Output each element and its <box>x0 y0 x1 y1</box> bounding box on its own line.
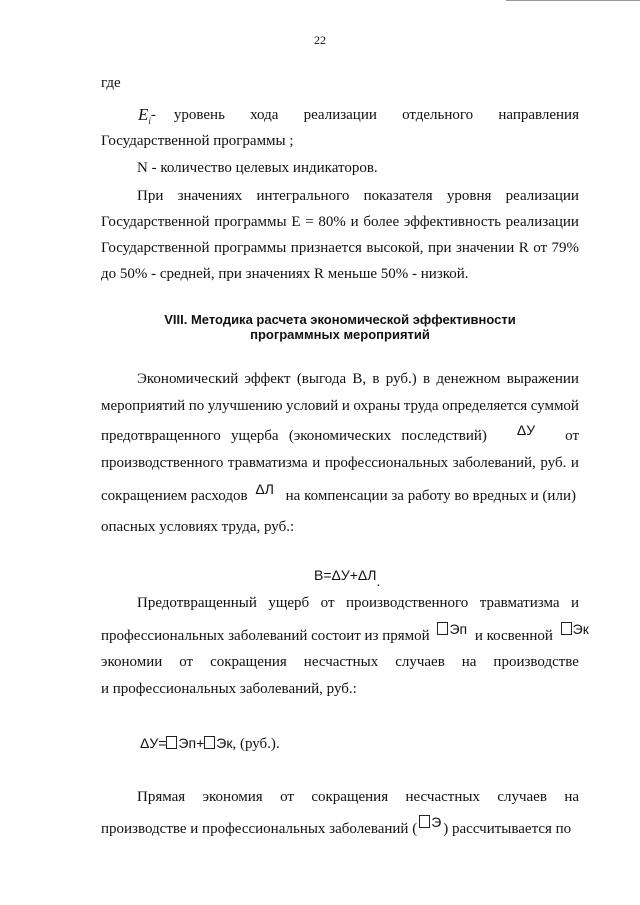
integral-line3-word: от <box>533 240 548 256</box>
integral-line2 <box>101 212 579 232</box>
direct-line1-word: случаев <box>497 789 547 805</box>
integral-line2-word: и <box>350 214 359 230</box>
prevented-line3-word: на <box>461 654 477 670</box>
integral-line4: до 50% - средней, при значениях R меньше 50% - низкой. <box>101 266 469 282</box>
effect-line2-word: и <box>341 398 350 414</box>
section-heading <box>101 312 579 342</box>
integral-line2-word: = <box>305 214 314 230</box>
formula-dy-ep: Эп <box>178 735 197 751</box>
effect-line1-word: руб.) <box>385 371 417 387</box>
effect-line1-word: B, <box>352 371 367 387</box>
effect-line1-word: в <box>423 371 431 387</box>
integral-line1-word: интегрального <box>256 188 350 204</box>
effect-line1-word: выражении <box>506 371 579 387</box>
prevented-line3-word: случаев <box>395 654 445 670</box>
ei-text-word: отдельного <box>402 107 474 123</box>
integral-line3-word: признается <box>290 240 362 256</box>
integral-line3-word: 79% <box>551 240 579 256</box>
effect-line3-word: ущерба <box>231 428 279 444</box>
integral-line3-word: программы <box>213 240 287 256</box>
delta-l-symbol: ΔЛ <box>255 481 274 497</box>
effect-line1-word: Экономический <box>137 371 239 387</box>
ep-symbol: Эп <box>437 621 467 637</box>
ei-dash: - <box>150 107 156 123</box>
effect-line4-word: и <box>312 455 321 471</box>
effect-line2-word: по <box>188 398 205 414</box>
effect-line5-start: сокращением расходов <box>101 488 248 504</box>
effect-line1-word: в <box>372 371 380 387</box>
prevented-line3 <box>101 652 579 672</box>
where-label: где <box>101 75 121 91</box>
ei-text-word: уровень <box>173 107 225 123</box>
effect-line4 <box>101 453 579 473</box>
effect-line2 <box>101 396 579 416</box>
prevented-line1-word: травматизма <box>479 595 560 611</box>
direct-line1-word: экономия <box>202 789 263 805</box>
integral-line3 <box>101 238 579 258</box>
prevented-line1 <box>137 593 579 613</box>
formula-b-dot: . <box>376 573 381 589</box>
section-heading-line2: программных мероприятий <box>250 327 430 342</box>
prevented-line3-word: от <box>179 654 194 670</box>
page-number: 22 <box>314 33 326 47</box>
integral-line1-word: уровня <box>446 188 492 204</box>
direct-line1-word: сокращения <box>311 789 389 805</box>
effect-line4-word: профессиональных <box>324 455 449 471</box>
integral-line1-word: При <box>137 188 164 204</box>
prevented-line1-word: и <box>570 595 579 611</box>
effect-line4-word: заболеваний, <box>452 455 536 471</box>
formula-dy-plus: + <box>196 735 205 751</box>
direct-line1-word: Прямая <box>137 789 186 805</box>
delta-u-symbol: ΔУ <box>516 422 536 438</box>
formula-dy-tail: , (руб.). <box>232 736 280 752</box>
integral-line3-word: Государственной <box>101 240 210 256</box>
effect-line2-word: охраны <box>353 398 401 414</box>
effect-line1-word: денежном <box>436 371 501 387</box>
integral-line1-word: реализации <box>505 188 579 204</box>
integral-line3-word: при <box>427 240 452 256</box>
effect-line2-word: мероприятий <box>101 398 186 414</box>
integral-line3-word: высокой, <box>366 240 424 256</box>
prevented-line3-word: производстве <box>493 654 579 670</box>
direct-line2 <box>101 814 579 839</box>
ei-text <box>174 105 579 131</box>
effect-line4-word: руб. <box>540 455 567 471</box>
integral-line1-word: показателя <box>363 188 433 204</box>
formula-dy <box>140 733 618 754</box>
effect-line3-word: последствий) <box>401 428 487 444</box>
effect-line2-word: условий <box>286 398 339 414</box>
integral-line1 <box>137 186 579 206</box>
effect-line5 <box>101 481 579 506</box>
effect-line2-word: определяется <box>442 398 528 414</box>
ei-text-word: хода <box>250 107 279 123</box>
integral-line2-word: E <box>291 214 301 230</box>
effect-line2-word: улучшению <box>207 398 283 414</box>
effect-line5-end: на компенсации за работу во вредных и (или) <box>285 488 576 504</box>
integral-line2-word: программы <box>214 214 287 230</box>
ei-definition-line1 <box>138 105 579 131</box>
ei-definition-line2: Государственной программы ; <box>101 133 294 149</box>
integral-line2-word: Государственной <box>101 214 210 230</box>
integral-line3-word: R <box>518 240 529 256</box>
prevented-line1-word: Предотвращенный <box>137 595 257 611</box>
prevented-line2 <box>101 621 589 646</box>
integral-line2-word: эффективность <box>403 214 501 230</box>
effect-line4-word: травматизма <box>227 455 308 471</box>
effect-line1 <box>137 369 579 389</box>
prevented-line3-word: экономии <box>101 654 163 670</box>
integral-line1-word: значениях <box>177 188 243 204</box>
effect-line3 <box>101 422 579 446</box>
formula-b-text: B=ΔУ+ΔЛ <box>314 567 377 583</box>
n-definition: N - количество целевых индикаторов. <box>137 160 378 176</box>
direct-line1-word: на <box>564 789 579 805</box>
top-rule <box>506 0 640 1</box>
direct-line2-end: ) рассчитывается по <box>443 821 572 837</box>
effect-line1-word: (выгода <box>296 371 347 387</box>
section-heading-line1: VIII. Методика расчета экономической эффективности <box>164 312 516 327</box>
integral-line2-word: 80% <box>318 214 346 230</box>
effect-line3-word: (экономических <box>288 428 392 444</box>
effect-line1-word: эффект <box>244 371 291 387</box>
integral-line2-word: реализации <box>505 214 579 230</box>
prevented-line3-word: сокращения <box>210 654 287 670</box>
prevented-line2-start: профессиональных заболеваний состоит из прямой <box>101 628 430 644</box>
effect-line4-word: и <box>570 455 579 471</box>
direct-line1-word: несчастных <box>405 789 480 805</box>
direct-line2-start: производстве и профессиональных заболеваний ( <box>101 821 418 837</box>
prevented-line1-word: ущерб <box>268 595 310 611</box>
direct-line1 <box>137 787 579 807</box>
integral-line3-word: значении <box>455 240 515 256</box>
effect-line4-word: производственного <box>101 455 224 471</box>
ei-text-word: направления <box>498 107 579 123</box>
prevented-line2-mid: и косвенной <box>474 628 553 644</box>
effect-line2-word: труда <box>403 398 439 414</box>
ei-text-word: реализации <box>303 107 377 123</box>
prevented-line4: и профессиональных заболеваний, руб.: <box>101 681 357 697</box>
formula-b <box>314 565 434 589</box>
effect-line6: опасных условиях труда, руб.: <box>101 519 295 535</box>
formula-dy-lhs: ΔУ= <box>140 735 167 751</box>
effect-line3-word: предотвращенного <box>101 428 221 444</box>
direct-line1-word: от <box>280 789 294 805</box>
effect-line2-word: суммой <box>530 398 579 414</box>
ei-symbol: $E_i$ <box>138 105 151 126</box>
integral-line2-word: более <box>363 214 400 230</box>
prevented-line1-word: производственного <box>345 595 469 611</box>
prevented-line3-word: несчастных <box>303 654 379 670</box>
ek-symbol: Эк <box>561 621 589 637</box>
formula-dy-ek: Эк <box>216 735 233 751</box>
prevented-line1-word: от <box>320 595 335 611</box>
e-symbol: Э <box>419 814 441 830</box>
effect-line3-end: от <box>565 428 579 444</box>
